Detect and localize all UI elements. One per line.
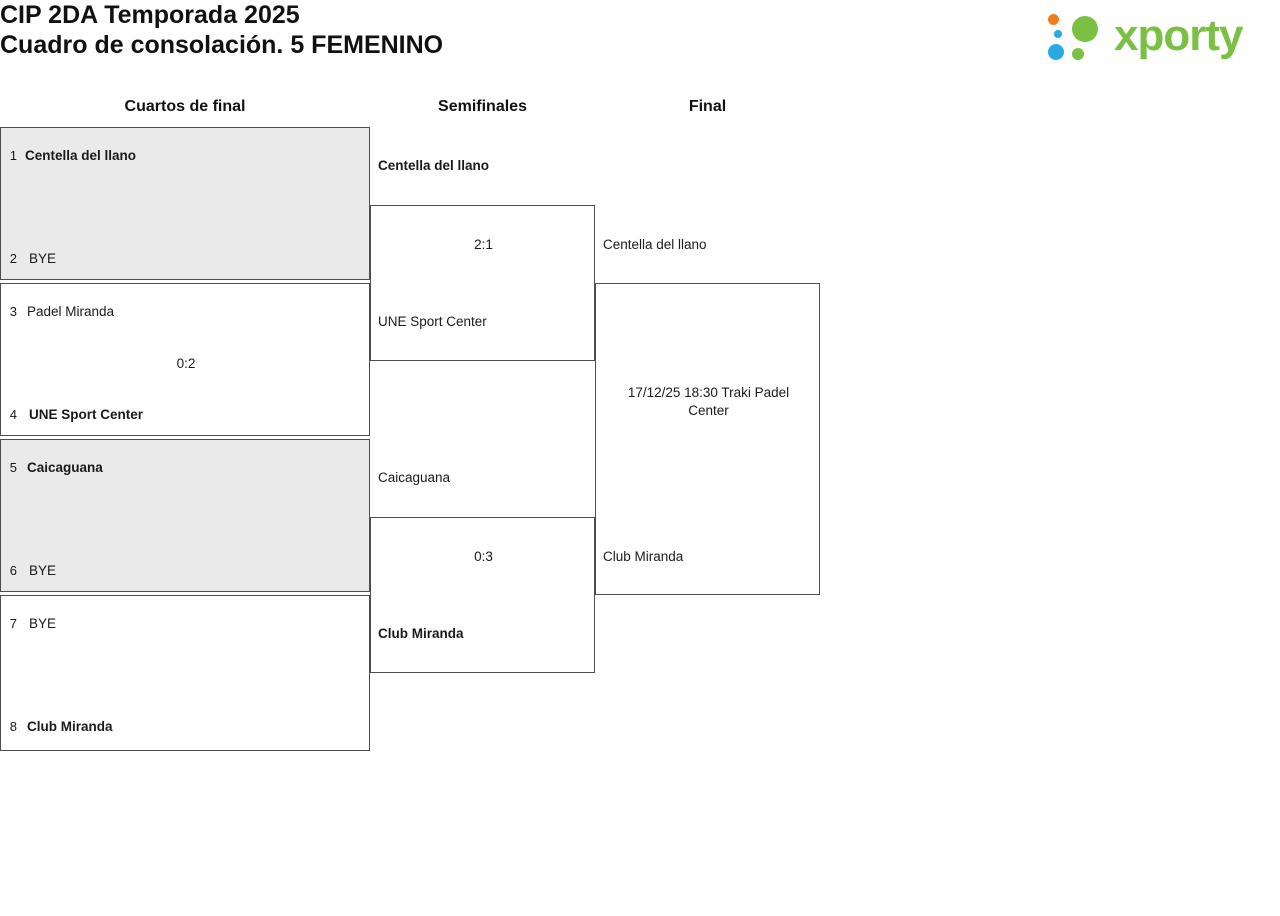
team-name: BYE [29, 616, 57, 631]
match-box-qf-4[interactable] [0, 595, 370, 751]
seed-number: 2 [9, 251, 17, 266]
logo-dot-orange [1048, 14, 1059, 25]
team-name: Centella del llano [378, 158, 490, 173]
team-name: UNE Sport Center [29, 407, 144, 422]
match-box-sf-1[interactable] [370, 158, 595, 361]
round-header-final: Final [688, 98, 727, 115]
match-box-qf-1[interactable] [0, 127, 370, 280]
team-name: Club Miranda [603, 549, 684, 564]
match-box-qf-3[interactable] [0, 439, 370, 592]
match-box-qf-2[interactable] [0, 283, 370, 436]
team-name: Padel Miranda [27, 304, 115, 319]
match-venue: 17/12/25 18:30 Traki Padel Center [627, 385, 790, 418]
team-name: Centella del llano [25, 148, 137, 163]
xporty-logo[interactable] [1046, 8, 1274, 66]
logo-dot-blue-large [1048, 44, 1064, 60]
seed-number: 1 [9, 148, 17, 163]
team-name: Club Miranda [378, 626, 464, 641]
seed-number: 7 [9, 616, 17, 631]
team-name: BYE [29, 563, 57, 578]
team-name: UNE Sport Center [378, 314, 487, 329]
team-name: Centella del llano [603, 237, 707, 252]
team-name: BYE [29, 251, 57, 266]
round-header-semifinals: Semifinales [438, 98, 527, 115]
seed-number: 8 [9, 719, 17, 734]
seed-number: 6 [9, 563, 17, 578]
page-title-line-2: Cuadro de consolación. 5 FEMENINO [0, 31, 444, 59]
logo-dot-green-large [1072, 16, 1098, 42]
logo-dot-blue-small [1054, 30, 1062, 38]
seed-number: 5 [9, 460, 17, 475]
logo-dot-green-small [1072, 48, 1084, 60]
match-score: 2:1 [474, 237, 493, 252]
match-box-sf-2[interactable] [370, 470, 595, 673]
match-score: 0:2 [176, 356, 196, 371]
match-box-final[interactable] [595, 237, 820, 595]
team-name: Caicaguana [378, 470, 451, 485]
match-score: 0:3 [474, 549, 493, 564]
team-name: Club Miranda [27, 719, 113, 734]
round-header-quarterfinals: Cuartos de final [124, 98, 246, 115]
team-name: Caicaguana [27, 460, 103, 475]
page-title-line-1: CIP 2DA Temporada 2025 [0, 1, 300, 29]
logo-wordmark: xporty [1114, 11, 1243, 60]
seed-number: 3 [9, 304, 17, 319]
seed-number: 4 [9, 407, 17, 422]
page-title [0, 0, 900, 60]
